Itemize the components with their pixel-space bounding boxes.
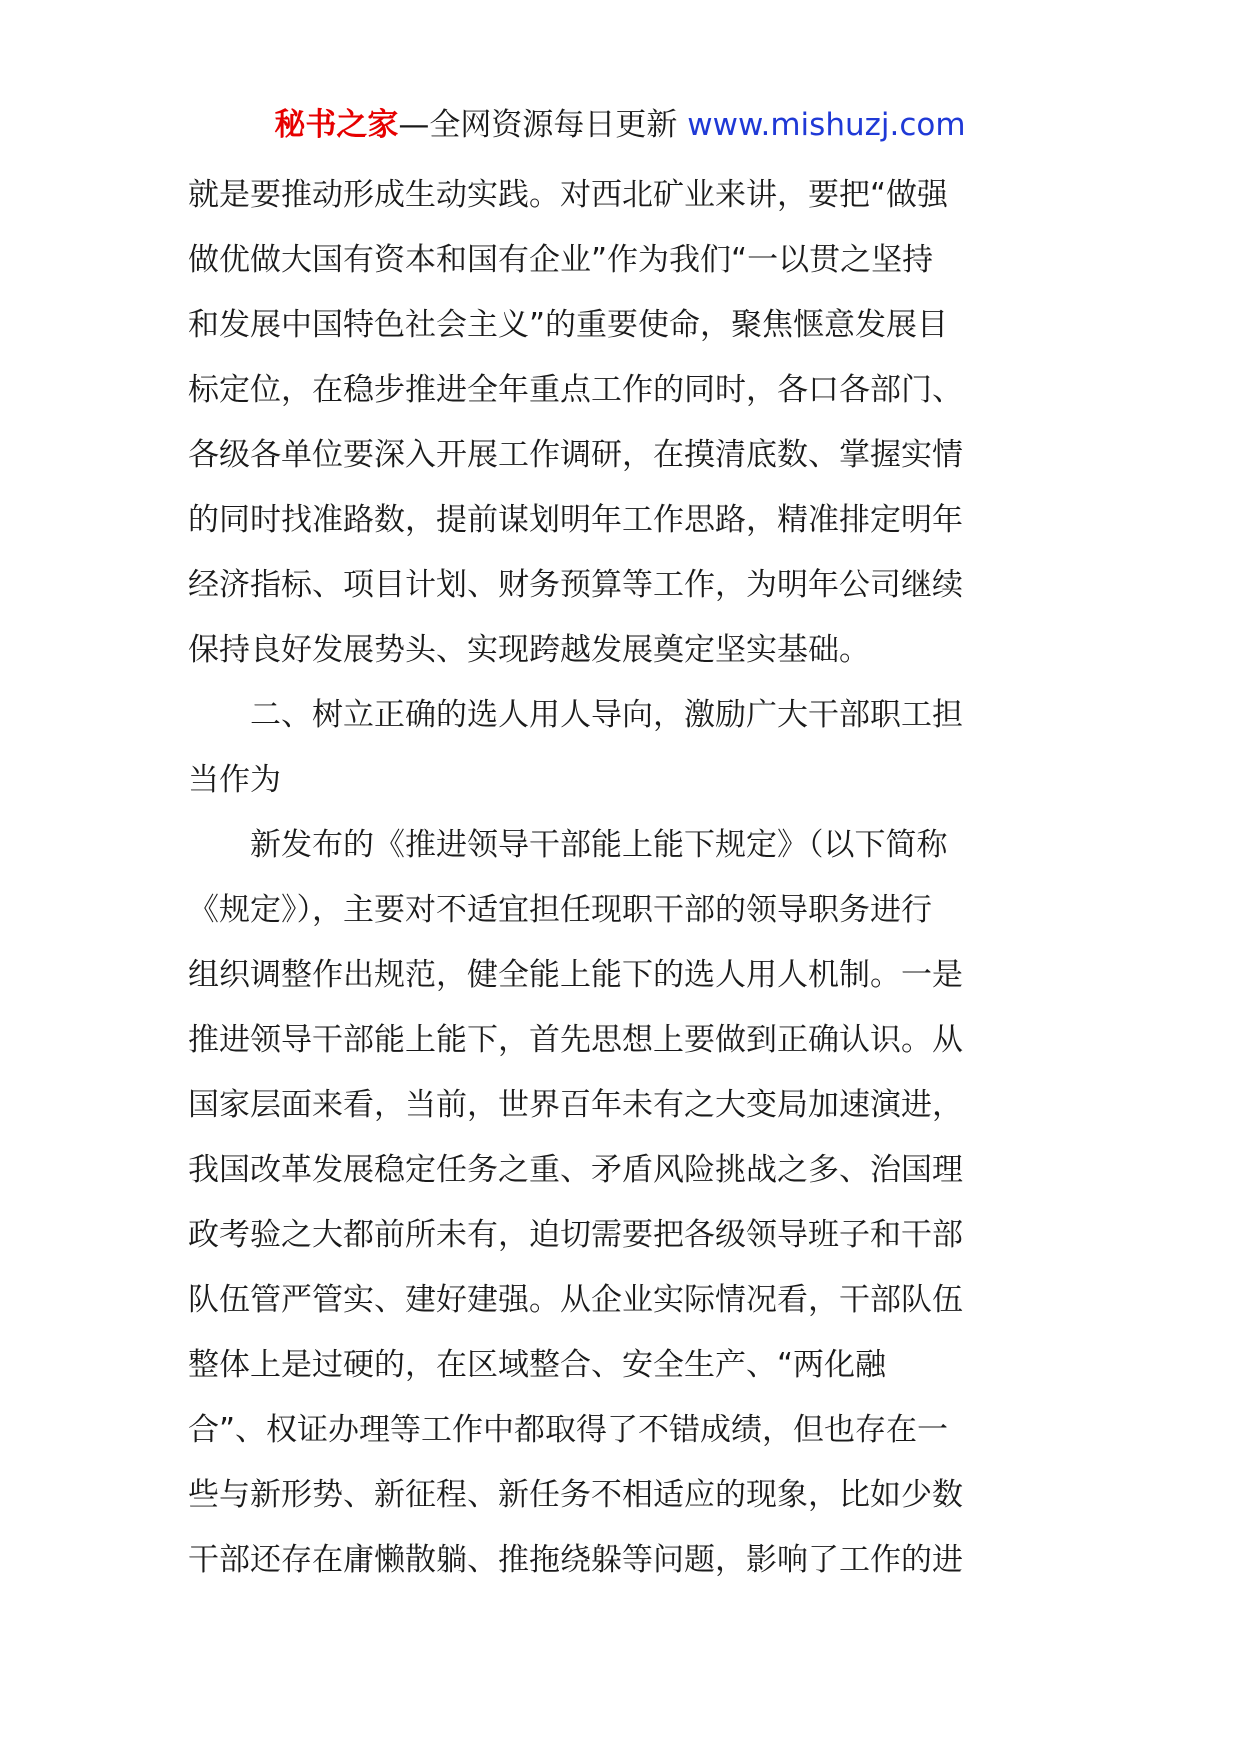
body-line: 国家层面来看，当前，世界百年未有之大变局加速演进， — [188, 1087, 963, 1123]
body-line: 各级各单位要深入开展工作调研，在摸清底数、掌握实情 — [188, 437, 963, 473]
header-brand: 秘书之家 — [274, 107, 399, 143]
body-line: 些与新形势、新征程、新任务不相适应的现象，比如少数 — [188, 1477, 963, 1513]
body-line: 整体上是过硬的，在区域整合、安全生产、“两化融 — [188, 1347, 887, 1383]
body-line: 政考验之大都前所未有，迫切需要把各级领导班子和干部 — [188, 1217, 963, 1253]
body-line: 《规定》），主要对不适宜担任现职干部的领导职务进行 — [188, 892, 932, 928]
section-heading-line: 二、树立正确的选人用人导向，激励广大干部职工担 — [188, 697, 963, 733]
body-line: 的同时找准路数，提前谋划明年工作思路，精准排定明年 — [188, 502, 963, 538]
section-heading-line: 当作为 — [188, 762, 281, 798]
body-line: 标定位，在稳步推进全年重点工作的同时，各口各部门、 — [188, 372, 963, 408]
body-line: 保持良好发展势头、实现跨越发展奠定坚实基础。 — [188, 632, 870, 668]
body-line: 队伍管严管实、建好建强。从企业实际情况看，干部队伍 — [188, 1282, 963, 1318]
body-line: 新发布的《推进领导干部能上能下规定》（以下简称 — [188, 827, 948, 863]
body-line: 干部还存在庸懒散躺、推拖绕躲等问题，影响了工作的进 — [188, 1542, 963, 1578]
body-line: 经济指标、项目计划、财务预算等工作，为明年公司继续 — [188, 567, 963, 603]
body-line: 做优做大国有资本和国有企业”作为我们“一以贯之坚持 — [188, 242, 934, 278]
body-line: 组织调整作出规范，健全能上能下的选人用人机制。一是 — [188, 957, 963, 993]
header-url-link[interactable]: www.mishuzj.com — [687, 107, 966, 143]
site-header — [0, 98, 1240, 152]
body-line: 推进领导干部能上能下，首先思想上要做到正确认识。从 — [188, 1022, 963, 1058]
body-line: 和发展中国特色社会主义”的重要使命，聚焦惬意发展目 — [188, 307, 949, 343]
body-line: 就是要推动形成生动实践。对西北矿业来讲，要把“做强 — [188, 177, 949, 213]
header-tagline: —全网资源每日更新 — [398, 107, 678, 143]
document-body — [188, 163, 1056, 1593]
body-line: 我国改革发展稳定任务之重、矛盾风险挑战之多、治国理 — [188, 1152, 963, 1188]
body-line: 合”、权证办理等工作中都取得了不错成绩，但也存在一 — [188, 1412, 949, 1448]
